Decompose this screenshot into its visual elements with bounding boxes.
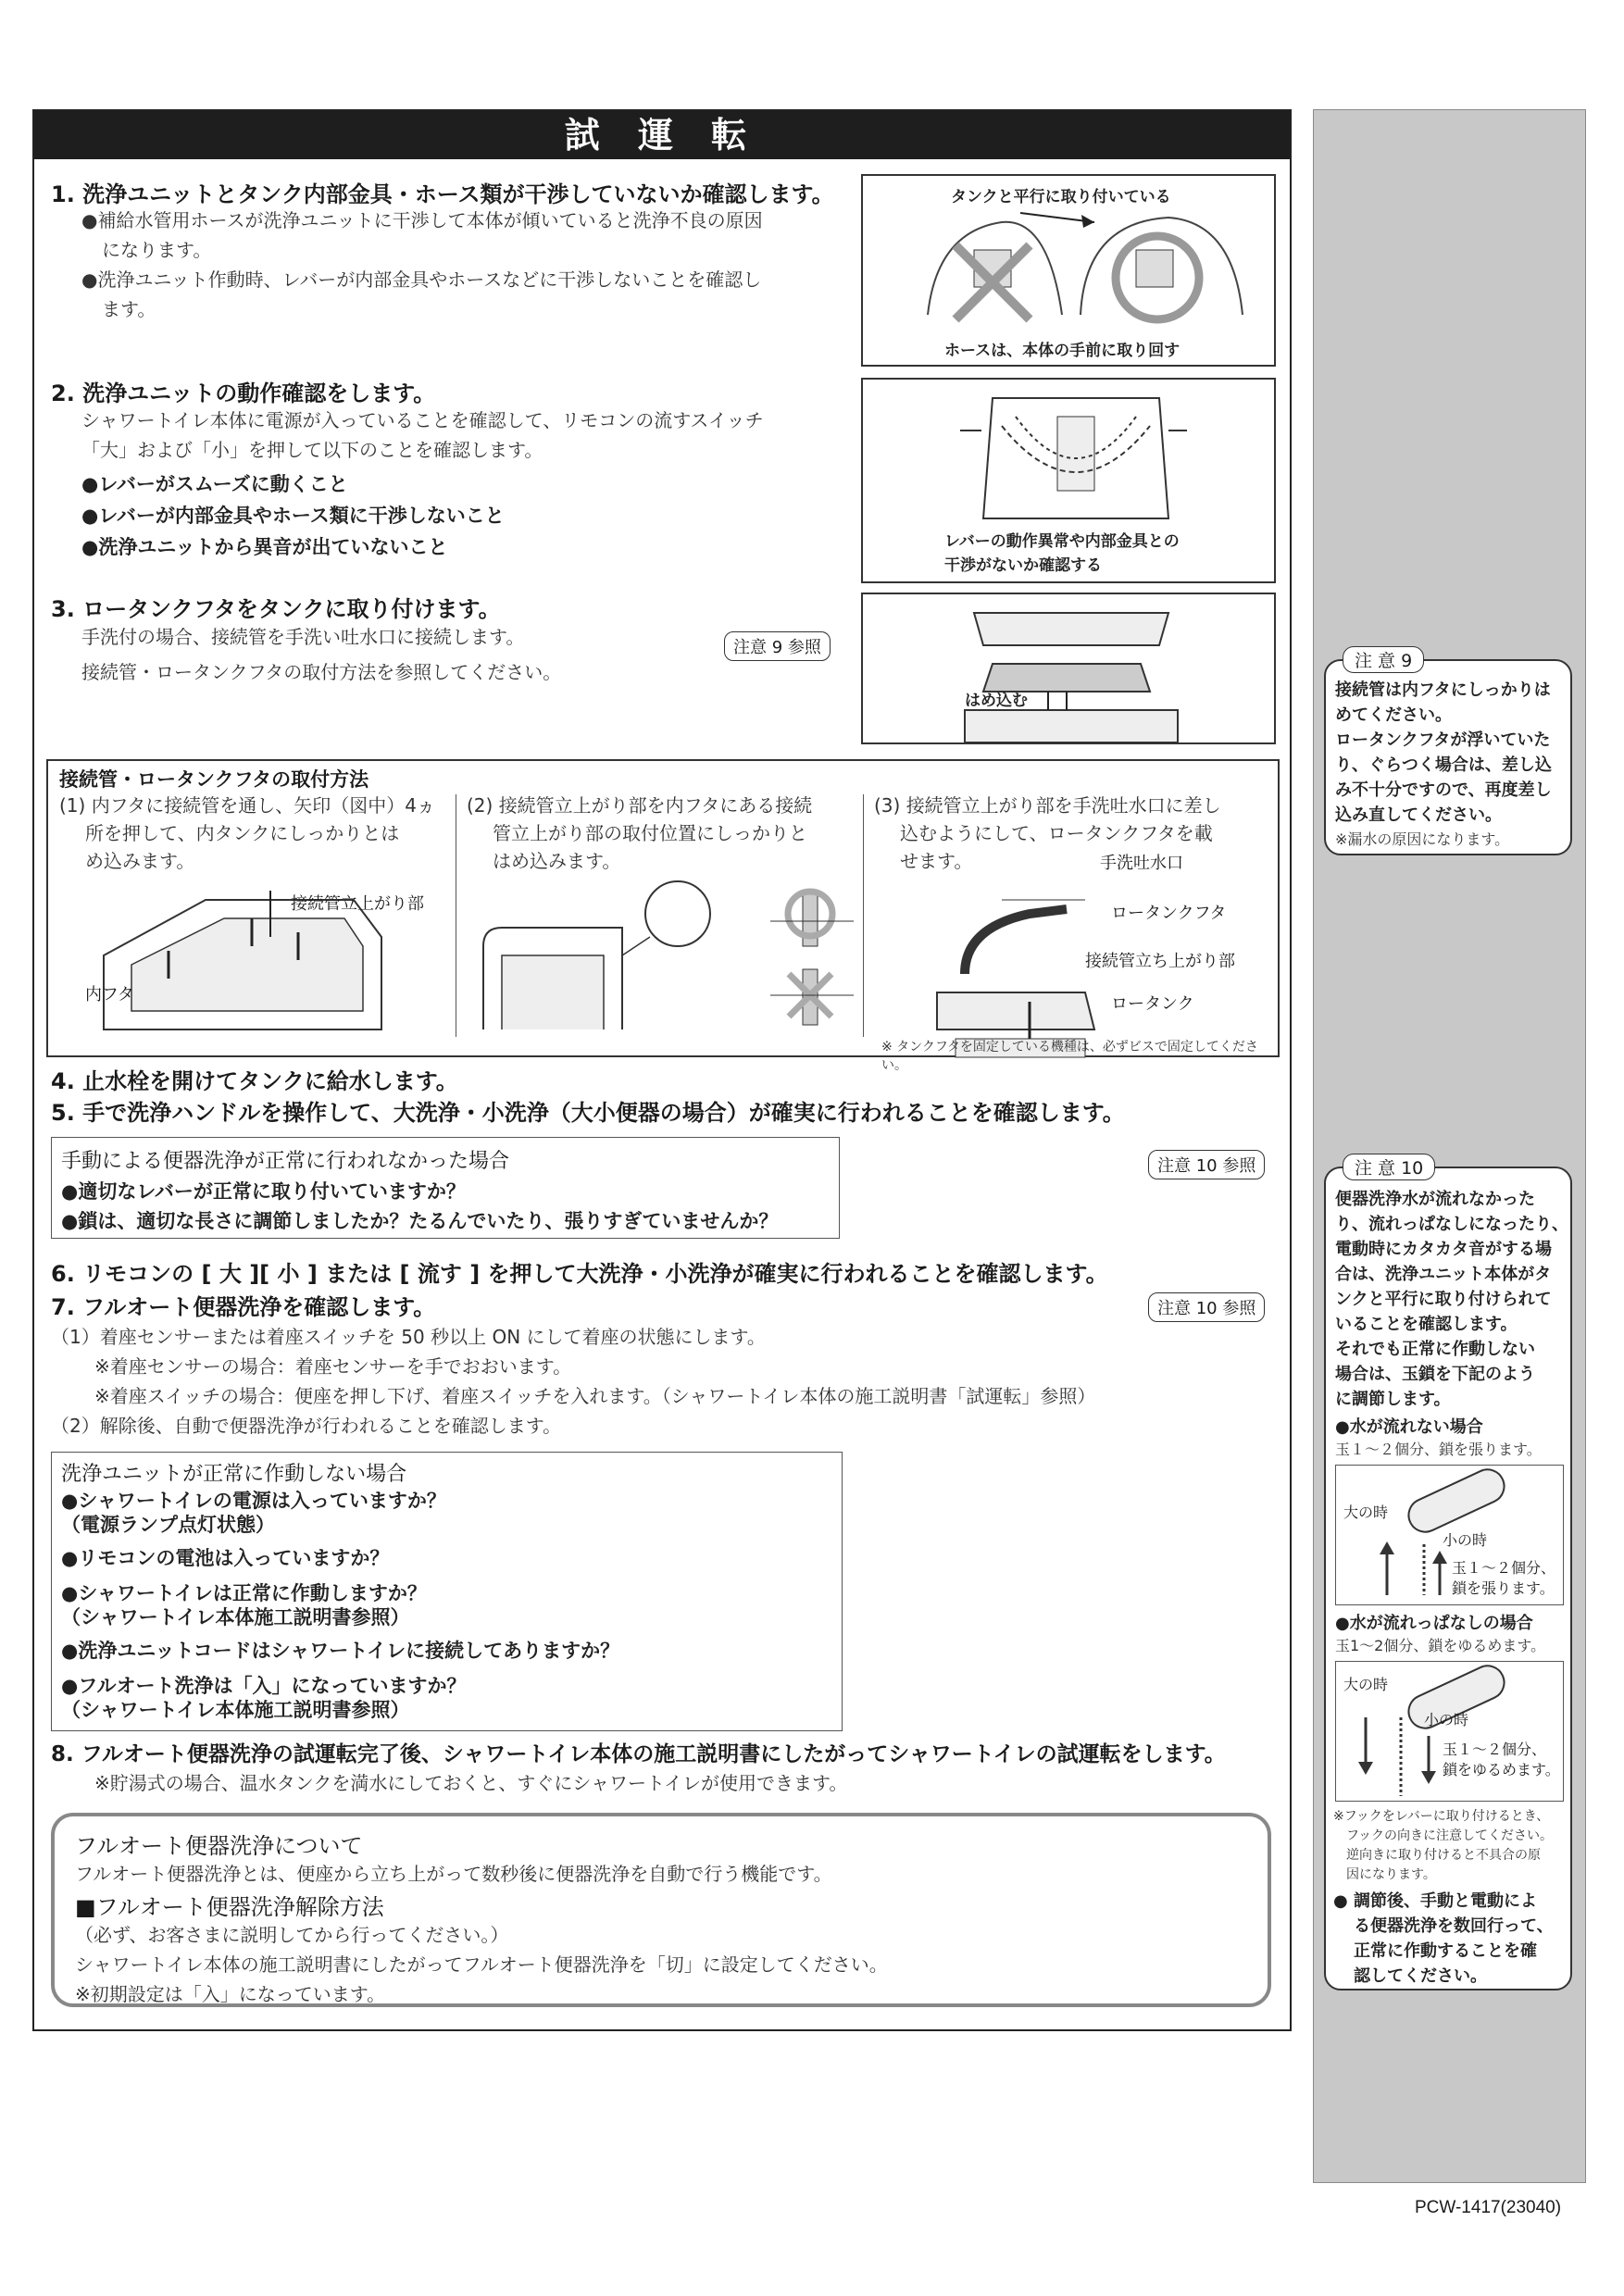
install-title: 接続管・ロータンクフタの取付方法 (59, 768, 369, 791)
unit-box-line2: （電源ランプ点灯状態） (61, 1514, 275, 1536)
unit-box-title: 洗浄ユニットが正常に作動しない場合 (61, 1463, 407, 1486)
note10-line5: ンクと平行に取り付けられて (1335, 1290, 1552, 1309)
step2-para2: 「大」および「小」を押して以下のことを確認します。 (81, 439, 543, 461)
manual-failure-box (51, 1137, 840, 1239)
unit-failure-box (51, 1452, 843, 1731)
unit-box-line7: ●フルオート洗浄は「入」になっていますか？ (61, 1675, 467, 1697)
note10-line4: 合は、洗浄ユニット本体がタ (1335, 1265, 1552, 1284)
step3-illustration (863, 594, 1278, 746)
install-col2-line2: 管立上がり部の取付位置にしっかりと (493, 822, 807, 844)
step1-fig-bottom-label: ホースは、本体の手前に取り回す (944, 342, 1181, 360)
step3-figure (861, 593, 1276, 744)
fullauto-title: フルオート便器洗浄について (75, 1833, 363, 1859)
note10-tag: 注 意 10 (1343, 1154, 1435, 1180)
note10-case1: ●水が流れない場合 (1335, 1417, 1483, 1437)
install-illustrations (48, 761, 1281, 1059)
note10-end2: る便器洗浄を数回行って、 (1354, 1916, 1554, 1936)
label-tank-lid: ロータンクフタ (1111, 904, 1227, 923)
unit-box-line3: ●リモコンの電池は入っていますか？ (61, 1547, 390, 1569)
note10-line9: に調節します。 (1335, 1390, 1451, 1409)
step1-bullet1a: ●補給水管用ホースが洗浄ユニットに干渉して本体が傾いていると洗浄不良の原因 (81, 209, 763, 231)
install-col2-line1: (2) 接続管立上がり部を内フタにある接続 (467, 794, 813, 817)
step5-heading: 5. 手で洗浄ハンドルを操作して、大洗浄・小洗浄（大小便器の場合）が確実に行われることを確認します。 (51, 1100, 1125, 1126)
step8-heading: 8. フルオート便器洗浄の試運転完了後、シャワートイレ本体の施工説明書にしたがってシャワートイレの試運転をします。 (51, 1742, 1226, 1766)
fullauto-desc: フルオート便器洗浄とは、便座から立ち上がって数秒後に便器洗浄を自動で行う機能です。 (75, 1863, 832, 1885)
step2-bullet3: ●洗浄ユニットから異音が出ていないこと (81, 536, 448, 558)
step6-heading: 6. リモコンの [ 大 ][ 小 ] または [ 流す ] を押して大洗浄・小洗浄が確実に行われることを確認します。 (51, 1261, 1108, 1287)
step2-fig-caption2: 干渉がないか確認する (944, 556, 1102, 575)
label-spout: 手洗吐水口 (1100, 854, 1183, 873)
note10-line2: り、流れっぱなしになったり、 (1335, 1215, 1568, 1234)
note10-case1-sub: 玉１～２個分、鎖を張ります。 (1335, 1441, 1542, 1458)
note9-line5: み不十分ですので、再度差し (1335, 780, 1552, 800)
fullauto-box (51, 1813, 1271, 2007)
fig2-big-label: 大の時 (1343, 1676, 1389, 1693)
unit-box-line5: （シャワートイレ本体施工説明書参照） (61, 1606, 410, 1628)
step1-bullet2b: ます。 (102, 298, 156, 320)
manual-box-title: 手動による便器洗浄が正常に行われなかった場合 (61, 1150, 510, 1173)
step3-fig-label: はめ込む (965, 692, 1028, 710)
label-low-tank: ロータンク (1111, 994, 1194, 1014)
step7-heading: 7. フルオート便器洗浄を確認します。 (51, 1294, 436, 1320)
note9-small: ※漏水の原因になります。 (1335, 830, 1510, 848)
note10-footnote1: ※フックをレバーに取り付けるとき、 (1333, 1809, 1550, 1824)
note9-box (1324, 651, 1572, 855)
fig1-text2: 鎖を張ります。 (1452, 1579, 1555, 1597)
step1-bullet2a: ●洗浄ユニット作動時、レバーが内部金具やホースなどに干渉しないことを確認し (81, 268, 762, 291)
note9-reference: 注意 9 参照 (724, 631, 831, 661)
step4-heading: 4. 止水栓を開けてタンクに給水します。 (51, 1068, 458, 1094)
note10-reference-1: 注意 10 参照 (1148, 1150, 1265, 1179)
note10-footnote4: 因になります。 (1346, 1867, 1436, 1882)
note10-line6: いることを確認します。 (1335, 1315, 1518, 1334)
install-method-box (46, 759, 1280, 1073)
install-col3-line1: (3) 接続管立上がり部を手洗吐水口に差し (874, 794, 1221, 817)
note9-line4: り、ぐらつく場合は、差し込 (1335, 755, 1552, 775)
note10-figure1 (1335, 1465, 1564, 1605)
note10-line3: 電動時にカタカタ音がする場 (1335, 1240, 1552, 1259)
step2-bullet1: ●レバーがスムーズに動くこと (81, 473, 348, 495)
step1-heading: 1. 洗浄ユニットとタンク内部金具・ホース類が干渉していないか確認します。 (51, 181, 834, 207)
note10-case2-sub: 玉1～2個分、鎖をゆるめます。 (1335, 1637, 1546, 1654)
step2-bullet2: ●レバーが内部金具やホース類に干渉しないこと (81, 505, 505, 527)
note10-figure2 (1335, 1661, 1564, 1802)
step8-note: ※貯湯式の場合、温水タンクを満水にしておくと、すぐにシャワートイレが使用できます。 (94, 1772, 848, 1794)
note9-line1: 接続管は内フタにしっかりは (1335, 680, 1551, 700)
note9-line2: めてください。 (1335, 705, 1452, 725)
fullauto-sub: ■フルオート便器洗浄解除方法 (75, 1894, 384, 1920)
step1-fig-top-label: タンクと平行に取り付いている (951, 188, 1171, 206)
unit-box-line8: （シャワートイレ本体施工説明書参照） (61, 1699, 410, 1721)
note10-end4: 認してください。 (1354, 1966, 1487, 1986)
install-col1-line2: 所を押して、内タンクにしっかりとは (85, 822, 400, 844)
fig1-small-label: 小の時 (1443, 1531, 1488, 1549)
note10-case2: ●水が流れっぱなしの場合 (1335, 1614, 1533, 1633)
note9-line6: 込み直してください。 (1335, 805, 1502, 825)
step3-heading: 3. ロータンクフタをタンクに取り付けます。 (51, 596, 501, 622)
note10-end1: ● 調節後、手動と電動によ (1333, 1891, 1537, 1911)
step2-para1: シャワートイレ本体に電源が入っていることを確認して、リモコンの流すスイッチ (81, 409, 764, 431)
manual-box-item2: ●鎖は、適切な長さに調節しましたか？たるんでいたり、張りすぎていませんか？ (61, 1210, 779, 1232)
install-col1-line3: め込みます。 (85, 850, 195, 872)
step7-line1: （1）着座センサーまたは着座スイッチを 50 秒以上 ON にして着座の状態にします。 (51, 1326, 766, 1348)
step1-bullet1b: になります。 (102, 239, 212, 261)
note10-box (1324, 1158, 1572, 1990)
unit-box-line4: ●シャワートイレは正常に作動しますか？ (61, 1582, 427, 1604)
note10-end3: 正常に作動することを確 (1354, 1941, 1537, 1961)
fig1-big-label: 大の時 (1343, 1504, 1389, 1521)
install-col3-line3: せます。 (900, 850, 973, 872)
step2-fig-caption1: レバーの動作異常や内部金具との (944, 532, 1180, 551)
step1-figure (861, 174, 1276, 367)
label-rise-2: 接続管立ち上がり部 (1085, 952, 1235, 971)
fullauto-line2: シャワートイレ本体の施工説明書にしたがってフルオート便器洗浄を「切」に設定してください。 (75, 1953, 888, 1976)
fullauto-line3: ※初期設定は「入」になっています。 (75, 1983, 386, 2005)
unit-box-line6: ●洗浄ユニットコードはシャワートイレに接続してありますか？ (61, 1640, 620, 1662)
note10-line1: 便器洗浄水が流れなかった (1335, 1190, 1535, 1209)
note9-line3: ロータンクフタが浮いていた (1335, 730, 1551, 750)
fig2-text2: 鎖をゆるめます。 (1443, 1761, 1560, 1778)
page-title: 試 運 転 (34, 111, 1290, 159)
fullauto-line1: （必ず、お客さまに説明してから行ってください。） (75, 1924, 509, 1946)
step1-illustration (863, 176, 1278, 368)
step2-heading: 2. 洗浄ユニットの動作確認をします。 (51, 381, 436, 406)
label-rise: 接続管立上がり部 (291, 894, 424, 914)
note10-footnote3: 逆向きに取り付けると不具合の原 (1346, 1848, 1541, 1863)
label-inner-lid: 内フタ (85, 985, 134, 1004)
fig1-text1: 玉１～２個分、 (1452, 1559, 1556, 1577)
install-col1-line1: (1) 内フタに接続管を通し、矢印（図中）4ヵ (59, 794, 436, 817)
note10-reference-2: 注意 10 参照 (1148, 1292, 1265, 1322)
step7-line4: （2）解除後、自動で便器洗浄が行われることを確認します。 (51, 1415, 562, 1437)
install-footnote: ※ タンクフタを固定している機種は、必ずビスで固定してください。 (881, 1040, 1258, 1073)
step3-para1: 手洗付の場合、接続管を手洗い吐水口に接続します。 (81, 626, 525, 648)
note9-tag: 注 意 9 (1343, 646, 1424, 673)
step7-line2: ※着座センサーの場合：着座センサーを手でおおいます。 (94, 1355, 572, 1378)
note10-footnote2: フックの向きに注意してください。 (1346, 1828, 1554, 1843)
note10-line8: 場合は、玉鎖を下記のよう (1335, 1365, 1535, 1384)
fig2-small-label: 小の時 (1424, 1711, 1469, 1728)
unit-box-line1: ●シャワートイレの電源は入っていますか？ (61, 1490, 446, 1512)
note10-line7: それでも正常に作動しない (1335, 1340, 1535, 1359)
step7-line3: ※着座スイッチの場合：便座を押し下げ、着座スイッチを入れます。（シャワートイレ本体の施工説明書「試運転」参照） (94, 1385, 1096, 1407)
install-col3-line2: 込むようにして、ロータンクフタを載 (900, 822, 1213, 844)
fig2-text1: 玉１～２個分、 (1443, 1741, 1547, 1758)
manual-box-item1: ●適切なレバーが正常に取り付いていますか？ (61, 1180, 466, 1203)
step3-para2: 接続管・ロータンクフタの取付方法を参照してください。 (81, 661, 562, 683)
document-code: PCW-1417(23040) (1415, 2198, 1562, 2217)
install-col2-line3: はめ込みます。 (493, 850, 621, 872)
step2-figure (861, 378, 1276, 583)
